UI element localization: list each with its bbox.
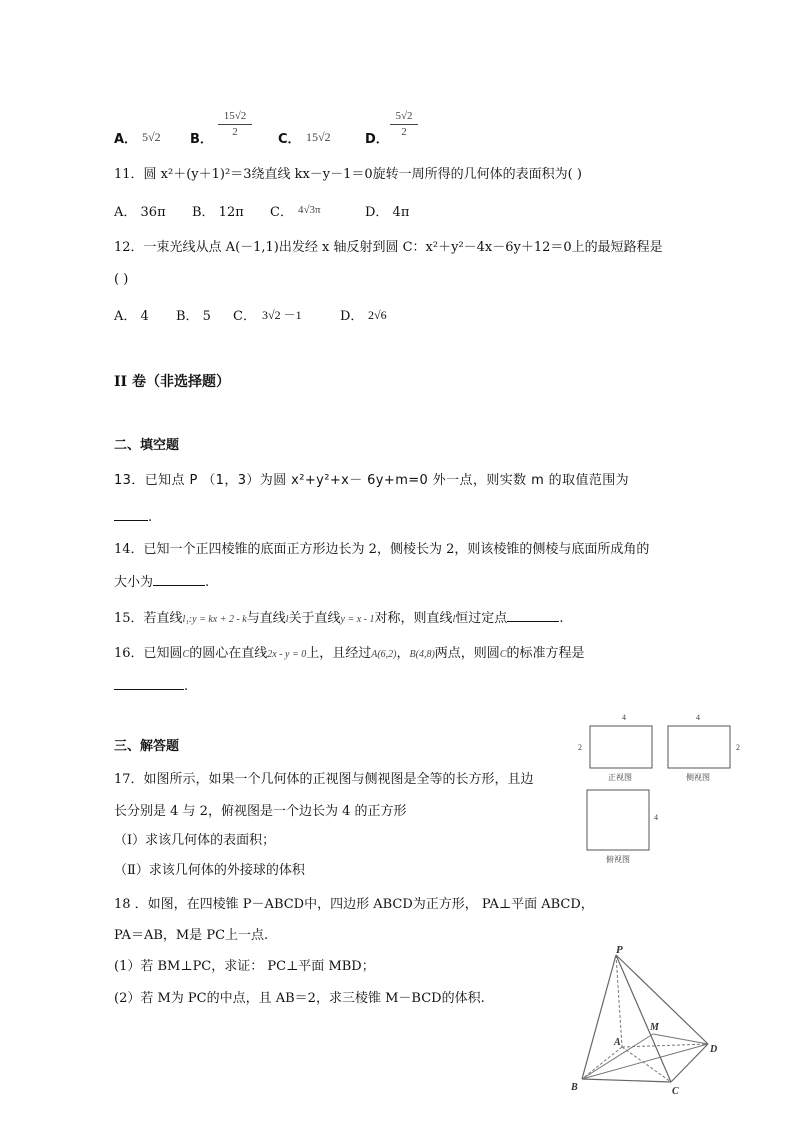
- q10-option-c-label: C．: [278, 132, 301, 147]
- top-view-side-label: 4: [654, 813, 658, 822]
- side-view-caption: 侧视图: [686, 773, 710, 782]
- front-view-side-label: 2: [578, 743, 582, 752]
- edge-ab: [582, 1047, 622, 1079]
- q10-option-b-numerator: 15√2: [223, 110, 247, 122]
- q15-text-3: 关于直线: [288, 611, 341, 626]
- q11-option-b: B． 12π: [192, 205, 244, 220]
- q18-text-1: 18 ．如图，在四棱锥 P－ABCD中，四边形 ABCD为正方形， PA⊥平面 ABCD，: [114, 897, 594, 912]
- q12-option-d-label: D．: [340, 309, 364, 324]
- diag-bd: [582, 1044, 708, 1079]
- q16-math-c: C: [182, 649, 190, 660]
- edge-pa: [616, 955, 622, 1047]
- fill-in-section-title: 二、填空题: [114, 438, 180, 453]
- q16-text-1: 16．已知圆: [114, 646, 183, 661]
- front-view-top-label: 4: [622, 713, 626, 722]
- q10-option-b-denominator: 2: [232, 126, 238, 138]
- q12-option-c-label: C．: [233, 309, 256, 324]
- q11-option-c-value: 4√3π: [298, 204, 321, 216]
- side-view-rect: [668, 726, 730, 768]
- q17-three-view-figure: [570, 708, 750, 868]
- q12-stem: 12．一束光线从点 A(－1,1)出发经 x 轴反射到圆 C：x²＋y²－4x－6y＋12＝0上的最短路程是: [114, 240, 663, 255]
- q15-math-l2: l: [285, 614, 289, 625]
- q16-math-point-a: A(6,2): [371, 649, 397, 660]
- q13-period: .: [148, 510, 153, 525]
- vertex-label-b: B: [571, 1082, 578, 1093]
- q13-text: 13．已知点 P （1，3）为圆 x²+y²+x－ 6y+m=0 外一点，则实数 m 的取值范围为: [114, 473, 630, 488]
- q17-part-2: （Ⅱ）求该几何体的外接球的体积: [114, 863, 305, 878]
- q11-option-c-label: C．: [270, 205, 293, 220]
- q16-sep: ，: [396, 646, 410, 661]
- edge-pd: [616, 955, 708, 1044]
- q16-period: .: [184, 679, 189, 694]
- q11-option-a: A． 36π: [114, 205, 166, 220]
- side-view-side-label: 2: [736, 743, 740, 752]
- q10-option-d-numerator: 5√2: [395, 110, 413, 122]
- vertex-label-d: D: [710, 1044, 718, 1055]
- q10-option-a-value: 5√2: [142, 130, 161, 144]
- q16-math-c2: C: [499, 649, 507, 660]
- q11-option-d: D． 4π: [365, 205, 410, 220]
- vertex-label-a: A: [614, 1037, 621, 1048]
- q10-option-d-denominator: 2: [401, 126, 407, 138]
- q14-text: 14．已知一个正四棱锥的底面正方形边长为 2，侧棱长为 2，则该棱锥的侧棱与底面所成角的: [114, 542, 650, 557]
- q17-text-1: 17．如图所示，如果一个几何体的正视图与侧视图是全等的长方形，且边: [114, 772, 534, 787]
- q15-line: [114, 609, 563, 629]
- q18-part-1: (1）若 BM⊥PC，求证： PC⊥平面 MBD；: [114, 959, 375, 974]
- q14-blank: [153, 573, 205, 586]
- q13-blank: [114, 508, 148, 521]
- q12-option-c-value: 3√2 －1: [262, 308, 302, 322]
- q10-option-a-label: A．: [114, 132, 138, 147]
- q11-stem: 11．圆 x²＋(y＋1)²＝3绕直线 kx－y－1＝0旋转一周所得的几何体的表面积为( ): [114, 167, 582, 182]
- q15-blank: [507, 609, 559, 622]
- front-view-rect: [590, 726, 652, 768]
- q16-text-4: 两点，则圆: [434, 646, 500, 661]
- q17-text-2: 长分别是 4 与 2，俯视图是一个边长为 4 的正方形: [114, 804, 407, 819]
- answer-section-title: 三、解答题: [114, 739, 180, 754]
- vertex-label-c: C: [672, 1086, 679, 1097]
- q13-answer-line: [114, 508, 152, 527]
- q12-option-a: A． 4: [114, 309, 149, 324]
- section-2-title: II 卷（非选择题）: [114, 374, 230, 390]
- vertex-label-p: P: [616, 944, 623, 956]
- q14-line-2: [114, 573, 209, 592]
- q16-line: [114, 645, 585, 664]
- front-view-caption: 正视图: [608, 773, 632, 782]
- q18-text-2: PA＝AB，M是 PC上一点.: [114, 928, 269, 943]
- point-label-m: M: [650, 1022, 659, 1033]
- q16-text-2: 的圆心在直线: [189, 646, 268, 661]
- q16-answer-line: [114, 677, 188, 696]
- q16-math-point-b: B(4,8): [409, 649, 435, 660]
- q15-math-line-l1: l₁:y = kx + 2 - k: [182, 614, 247, 625]
- q15-text-5: 恒过定点: [455, 611, 508, 626]
- q16-text-3: 上，且经过: [306, 646, 372, 661]
- q15-period: .: [559, 611, 564, 626]
- q16-text-5: 的标准方程是: [506, 646, 585, 661]
- q15-text-1: 15．若直线: [114, 611, 183, 626]
- q15-text-4: 对称，则直线: [374, 611, 453, 626]
- q15-text-2: 与直线: [246, 611, 286, 626]
- q10-option-b-label: B．: [190, 132, 213, 147]
- q12-option-d-value: 2√6: [368, 308, 387, 322]
- q15-math-axis: y = x - 1: [340, 614, 375, 625]
- edge-bc: [582, 1079, 671, 1082]
- q18-part-2: (2）若 M为 PC的中点，且 AB＝2，求三棱锥 M－BCD的体积.: [114, 991, 485, 1006]
- top-view-caption: 俯视图: [606, 855, 630, 864]
- q15-math-l2b: l: [452, 614, 456, 625]
- q14-period: .: [205, 575, 210, 590]
- q10-option-c-value: 15√2: [306, 130, 331, 144]
- edge-cd: [671, 1044, 708, 1082]
- top-view-rect: [587, 790, 649, 850]
- q16-blank: [114, 677, 184, 690]
- side-view-top-label: 4: [696, 713, 700, 722]
- q12-option-b: B． 5: [176, 309, 211, 324]
- q16-math-line: 2x - y = 0: [267, 649, 307, 660]
- q12-paren: ( ): [114, 272, 129, 287]
- q10-option-d-label: D．: [365, 132, 389, 147]
- q14-text-2: 大小为: [114, 575, 154, 590]
- q17-part-1: （Ⅰ）求该几何体的表面积；: [114, 833, 276, 848]
- q10-option-b-fraction: [218, 110, 252, 139]
- q10-option-d-fraction: [390, 110, 418, 139]
- q18-pyramid-figure: [566, 942, 736, 1097]
